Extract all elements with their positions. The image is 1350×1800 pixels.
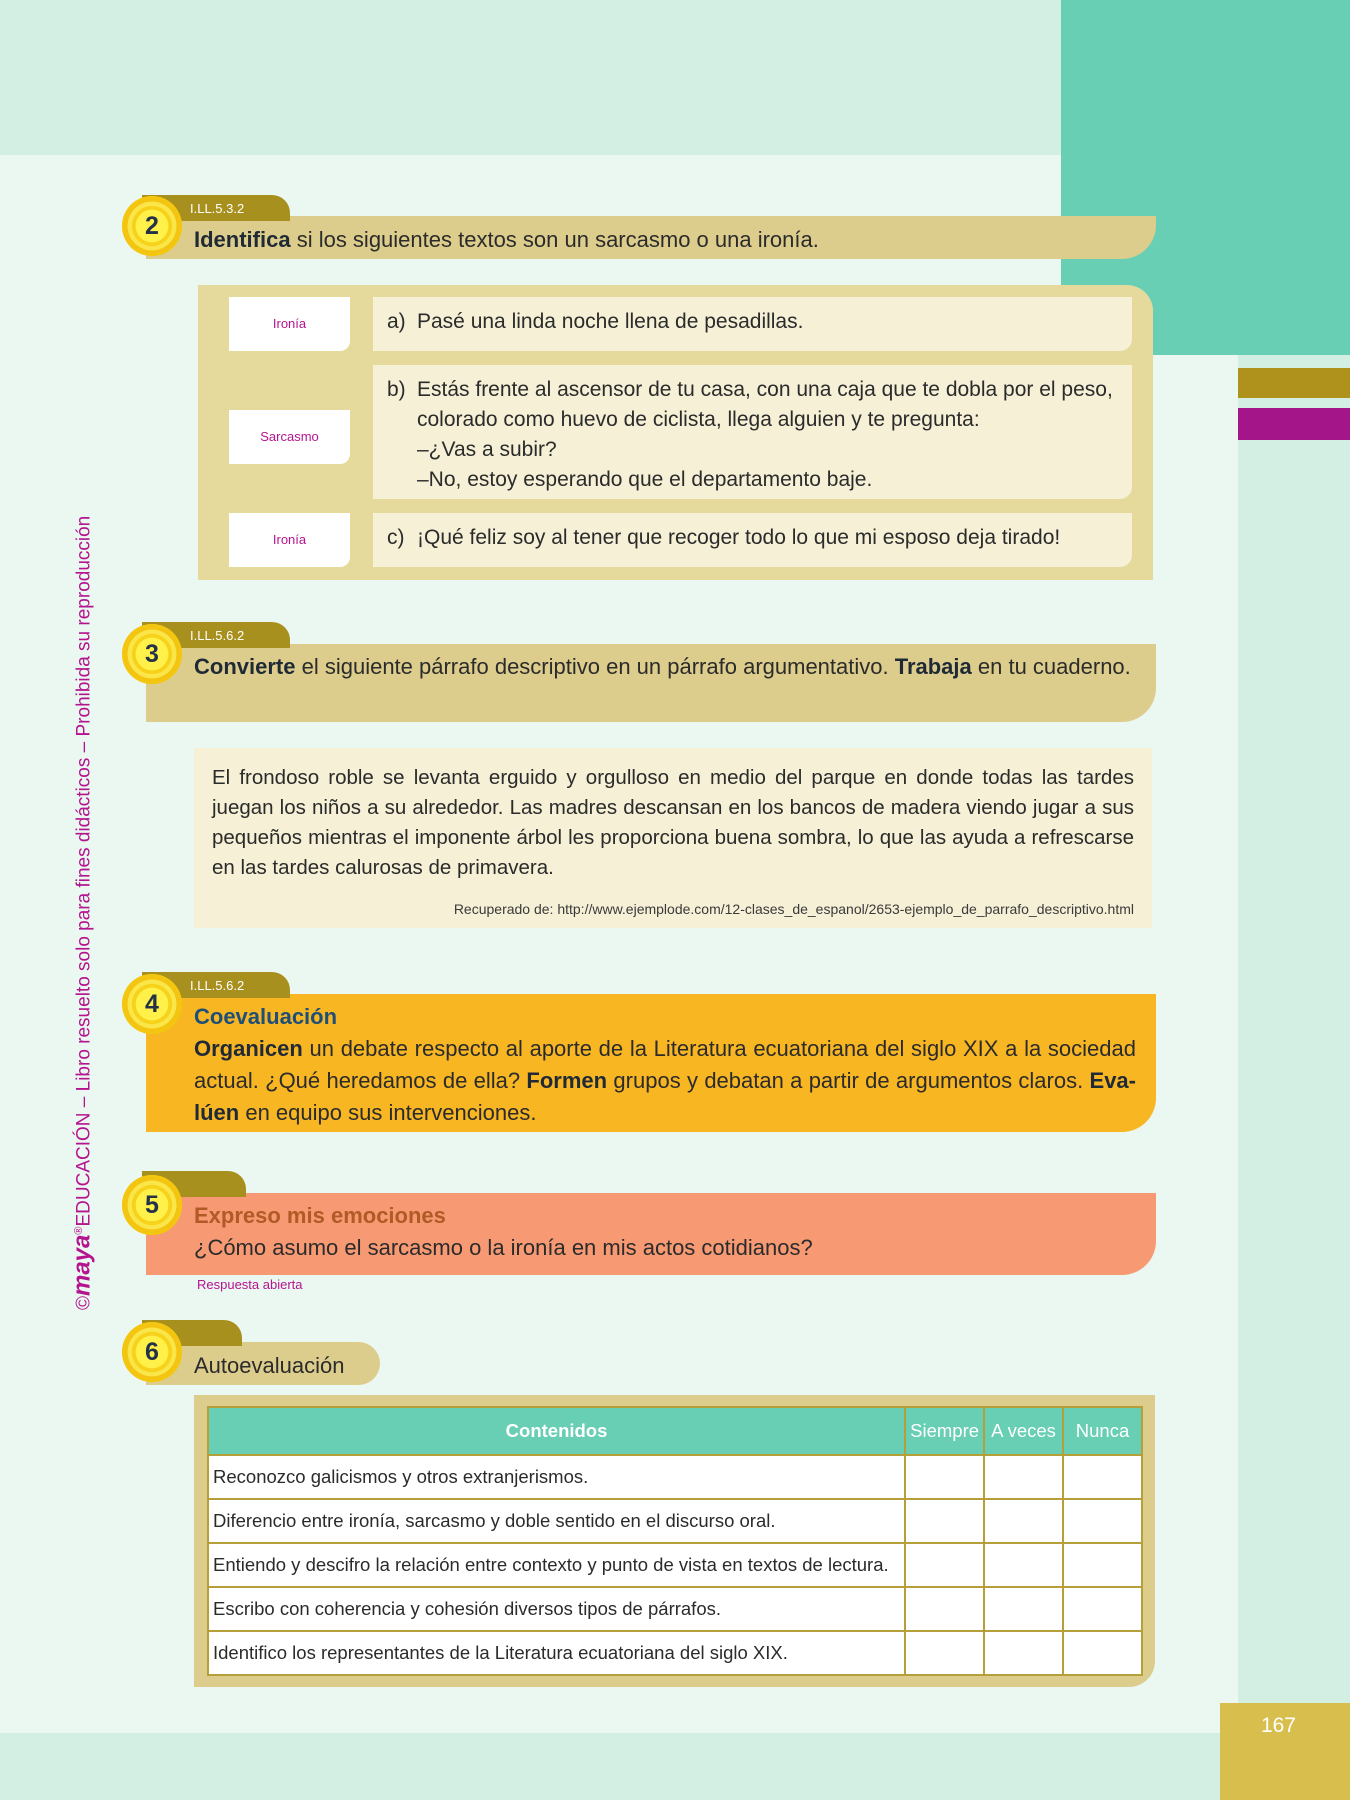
ex2-item-b-line: –¿Vas a subir?: [417, 438, 557, 461]
cell-siempre[interactable]: [905, 1543, 984, 1587]
ex2-panel: [198, 285, 1153, 580]
cell-nunca[interactable]: [1063, 1499, 1142, 1543]
header-contents: Contenidos: [208, 1407, 905, 1455]
ex2-item-c: [373, 513, 1132, 567]
ex2-instruction-text: si los siguientes textos son un sarcasmo o una ironía.: [290, 227, 819, 252]
ex3-text: en tu cuaderno.: [971, 654, 1131, 679]
row-content: Entiendo y descifro la relación entre contexto y punto de vista en textos de lectura.: [208, 1543, 905, 1587]
table-row: [208, 1587, 1142, 1631]
ex3-bold-trabaja: Trabaja: [894, 654, 972, 679]
cell-a-veces[interactable]: [984, 1631, 1063, 1675]
ex2-answer-c: Ironía: [229, 513, 350, 567]
cell-nunca[interactable]: [1063, 1587, 1142, 1631]
ex4-instruction: [194, 1001, 1136, 1129]
ex2-number-badge: 2: [122, 196, 182, 256]
ex5-answer: Respuesta abierta: [197, 1277, 303, 1292]
ex6-number-badge: 6: [122, 1322, 182, 1382]
ex4-text: en equipo sus intervenciones.: [239, 1100, 537, 1125]
ex2-item-a-line: Pasé una linda noche llena de pesadillas.: [417, 310, 804, 333]
ex4-bold: Formen: [526, 1068, 608, 1093]
ex4-bold: Organicen: [194, 1036, 303, 1061]
ex3-source: Recuperado de: http://www.ejemplode.com/12-clases_de_espanol/2653-ejemplo_de_parrafo_descriptivo.html: [453, 901, 1134, 917]
edge-tab-olive: [1238, 368, 1350, 398]
ex5-question: ¿Cómo asumo el sarcasmo o la ironía en mis actos cotidianos?: [194, 1235, 813, 1260]
ex2-item-c-label: c): [387, 526, 405, 549]
cell-siempre[interactable]: [905, 1587, 984, 1631]
ex6-table-panel: [194, 1395, 1155, 1687]
ex2-item-b: [373, 365, 1132, 499]
ex4-number-badge: 4: [122, 974, 182, 1034]
ex2-item-b-line: colorado como huevo de ciclista, llega alguien y te pregunta:: [417, 408, 980, 431]
cell-a-veces[interactable]: [984, 1499, 1063, 1543]
ex2-answer-a: Ironía: [229, 297, 350, 351]
cell-siempre[interactable]: [905, 1631, 984, 1675]
cell-a-veces[interactable]: [984, 1455, 1063, 1499]
ex2-item-a-label: a): [387, 310, 406, 333]
table-row: [208, 1543, 1142, 1587]
ex4-code: I.LL.5.6.2: [190, 978, 245, 993]
self-evaluation-table: [207, 1406, 1143, 1676]
ex3-text: el siguiente párrafo descriptivo en un párrafo argumentativo.: [295, 654, 895, 679]
sidebar-text: EDUCACIÓN – Libro resuelto solo para fines didácticos – Prohibida su reproducción: [73, 515, 95, 1227]
ex3-paragraph-box: [194, 748, 1152, 928]
cell-nunca[interactable]: [1063, 1631, 1142, 1675]
ex2-instruction-bold: Identifica: [194, 227, 291, 252]
ex5-instruction: [194, 1200, 813, 1264]
ex3-bold-convierte: Convierte: [194, 654, 296, 679]
ex6-heading: Autoevaluación: [194, 1353, 345, 1378]
cell-nunca[interactable]: [1063, 1543, 1142, 1587]
cell-nunca[interactable]: [1063, 1455, 1142, 1499]
ex5-heading: Expreso mis emociones: [194, 1203, 446, 1228]
brand-logo: maya: [68, 1234, 96, 1296]
ex2-instruction: [194, 224, 819, 256]
row-content: Reconozco galicismos y otros extranjerismos.: [208, 1455, 905, 1499]
registered-symbol: ®: [73, 1226, 85, 1235]
ex2-item-c-line: ¡Qué feliz soy al tener que recoger todo lo que mi esposo deja tirado!: [417, 526, 1061, 549]
table-row: [208, 1455, 1142, 1499]
ex4-heading: Coevaluación: [194, 1004, 338, 1029]
row-content: Escribo con coherencia y cohesión diversos tipos de párrafos.: [208, 1587, 905, 1631]
table-header-row: [208, 1407, 1142, 1455]
ex5-number-badge: 5: [122, 1175, 182, 1235]
ex3-instruction: [194, 651, 1136, 683]
cell-siempre[interactable]: [905, 1499, 984, 1543]
row-content: Identifico los representantes de la Literatura ecuatoriana del siglo XIX.: [208, 1631, 905, 1675]
header-siempre: Siempre: [905, 1407, 984, 1455]
table-row: [208, 1631, 1142, 1675]
ex3-code: I.LL.5.6.2: [190, 628, 245, 643]
cell-siempre[interactable]: [905, 1455, 984, 1499]
header-a-veces: A veces: [984, 1407, 1063, 1455]
copyright-symbol: ©: [73, 1296, 95, 1310]
header-nunca: Nunca: [1063, 1407, 1142, 1455]
ex2-answer-b: Sarcasmo: [229, 410, 350, 464]
ex4-text: un debate respecto al aporte de la Literatura ecuatoriana del siglo XIX a la sociedad actual. ¿Qué heredamos de ella?: [194, 1036, 1136, 1093]
ex2-item-a: [373, 297, 1132, 351]
ex3-paragraph: El frondoso roble se levanta erguido y orgulloso en medio del parque en donde todas las tardes juegan los niños a su alrededor. Las madres descansan en los bancos de madera viendo jugar a sus pequeños mientras el imponente árbol les proporciona buena sombra, lo que las ayuda a refrescarse en las tardes calurosas de primavera.: [212, 766, 1134, 879]
cell-a-veces[interactable]: [984, 1543, 1063, 1587]
edge-tab-magenta: [1238, 408, 1350, 440]
row-content: Diferencio entre ironía, sarcasmo y doble sentido en el discurso oral.: [208, 1499, 905, 1543]
ex2-item-b-line: Estás frente al ascensor de tu casa, con una caja que te dobla por el peso,: [417, 378, 1113, 401]
ex3-number-badge: 3: [122, 624, 182, 684]
ex4-text: grupos y debatan a partir de argumentos claros.: [607, 1068, 1090, 1093]
cell-a-veces[interactable]: [984, 1587, 1063, 1631]
ex2-item-b-label: b): [387, 378, 406, 401]
table-row: [208, 1499, 1142, 1543]
page-number: 167: [1260, 1714, 1296, 1737]
ex4-bold: Eva-lúen: [194, 1068, 1136, 1125]
ex2-item-b-line: –No, estoy esperando que el departamento baje.: [417, 468, 873, 491]
ex2-code: I.LL.5.3.2: [190, 201, 245, 216]
